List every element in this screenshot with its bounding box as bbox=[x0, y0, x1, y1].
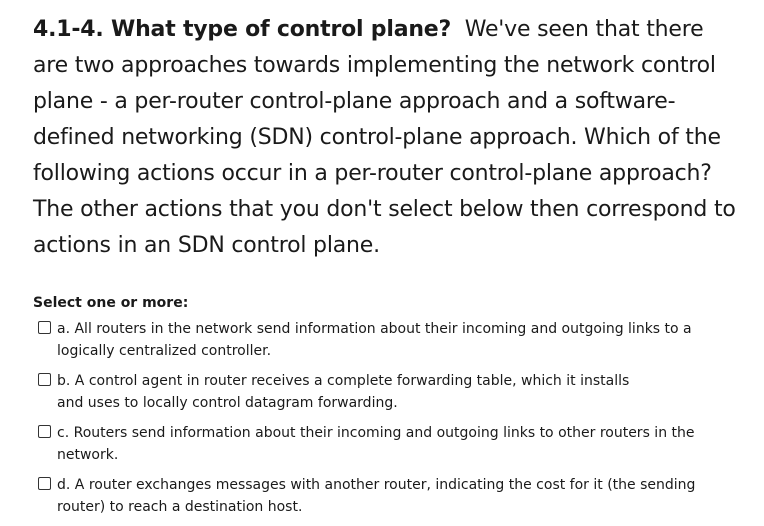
options-list bbox=[38, 318, 738, 526]
question-body: We've seen that there are two approaches towards implementing the network control plane - a per-router control-plane approach and a software-defined networking (SDN) control-plane approach. Which of the following actions occur in a per-router control-plane approach? The other actions that you don't select below then correspond to actions in an SDN control plane. bbox=[33, 17, 736, 258]
option-a[interactable] bbox=[38, 318, 738, 362]
option-label-c: c. Routers send information about their incoming and outgoing links to other routers in the network. bbox=[57, 425, 695, 463]
checkbox-a[interactable] bbox=[38, 321, 51, 334]
option-label-b: b. A control agent in router receives a complete forwarding table, which it installs and uses to locally control datagram forwarding. bbox=[57, 373, 630, 411]
select-prompt: Select one or more: bbox=[33, 295, 189, 311]
checkbox-c[interactable] bbox=[38, 425, 51, 438]
checkbox-d[interactable] bbox=[38, 477, 51, 490]
option-b[interactable] bbox=[38, 370, 738, 414]
option-label-a: a. All routers in the network send information about their incoming and outgoing links to a logically centralized controller. bbox=[57, 321, 692, 359]
option-label-d: d. A router exchanges messages with another router, indicating the cost for it (the sending router) to reach a destination host. bbox=[57, 477, 696, 515]
question-title: 4.1-4. What type of control plane? bbox=[33, 17, 452, 42]
question-text-block bbox=[33, 12, 738, 264]
option-d[interactable] bbox=[38, 474, 738, 518]
option-c[interactable] bbox=[38, 422, 738, 466]
checkbox-b[interactable] bbox=[38, 373, 51, 386]
